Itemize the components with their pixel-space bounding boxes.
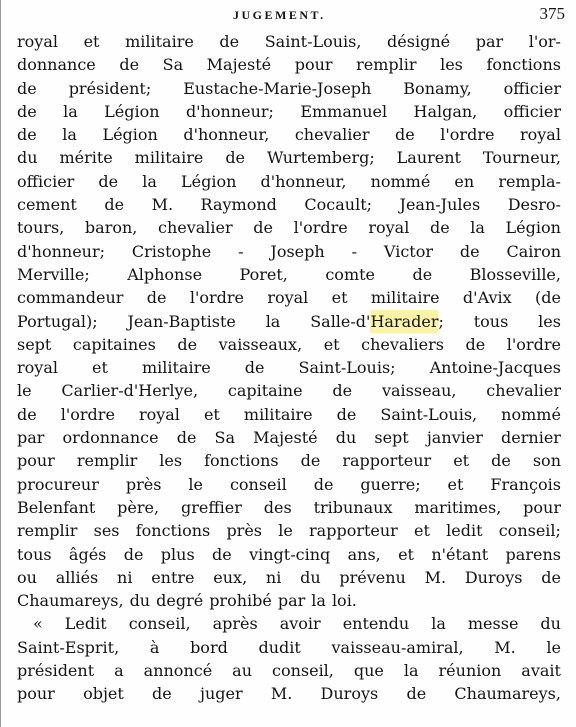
word: capitaines (72, 334, 156, 354)
word: (de (534, 288, 561, 308)
word: de (406, 684, 427, 704)
word: Carlier-d'Herlye, (61, 381, 199, 401)
word: Chaumareys, (454, 684, 561, 704)
word: Saint-Louis, (380, 404, 478, 424)
text-line (17, 77, 561, 100)
word: royal (267, 288, 309, 308)
word: et (92, 358, 108, 378)
text-line (17, 170, 561, 193)
word: commandeur (17, 288, 124, 308)
word: militaire (134, 148, 204, 168)
word: degré (156, 591, 204, 611)
highlighted-word: Harader (370, 310, 438, 333)
word: la (403, 661, 419, 681)
word: et (447, 474, 464, 494)
text-line (17, 30, 561, 53)
word: Desro- (507, 195, 561, 215)
word: président; (68, 78, 152, 98)
word: l'ordre (60, 404, 115, 424)
word: de (104, 195, 125, 215)
word: de (465, 334, 486, 354)
word: de (225, 148, 246, 168)
word: du (129, 591, 151, 611)
word: Légion (505, 218, 561, 238)
word: janvier (426, 428, 483, 448)
word: remplir (17, 521, 78, 541)
word: annoncé (143, 661, 213, 681)
word: et (398, 544, 414, 564)
word: de (17, 78, 37, 98)
text-line (17, 379, 561, 402)
word: le (278, 521, 293, 541)
word: Duroys (464, 567, 523, 587)
word: le (17, 381, 32, 401)
text-line (17, 310, 561, 333)
word: ni (265, 567, 282, 587)
word: d'honneur, (260, 171, 347, 191)
word: de (146, 288, 167, 308)
word: « (33, 614, 43, 634)
word: au (232, 661, 252, 681)
text-line (17, 53, 561, 76)
word: Antoine-Jacques (429, 358, 561, 378)
word: Saint-Louis, (264, 32, 362, 51)
word: fonctions (204, 451, 279, 471)
word: M. (494, 637, 516, 657)
word: l'ordre (293, 218, 348, 238)
word: eux, (213, 567, 248, 587)
word: Bonamy, (403, 78, 472, 98)
word: M. (151, 195, 174, 215)
word: Jean-Jules (399, 195, 481, 215)
word: vaisseau-amiral, (331, 637, 464, 657)
word: la (431, 614, 446, 634)
word: sept (374, 428, 409, 448)
word: Raymond (200, 195, 277, 215)
word: dudit (258, 637, 301, 657)
word: Merville; (17, 264, 90, 284)
word: du (300, 567, 321, 587)
word: maritimes, (414, 497, 502, 517)
word: le (546, 637, 561, 657)
word: Cristophe (131, 241, 212, 261)
word: fonctions (486, 55, 561, 75)
word: et (323, 334, 340, 354)
word: baron, (84, 218, 138, 238)
word: de (98, 171, 119, 191)
word: d'honneur; (185, 101, 274, 121)
text-line (17, 263, 561, 286)
word: parens (505, 544, 561, 564)
word: près (226, 521, 263, 541)
word: M. (424, 567, 447, 587)
word: Laurent (396, 148, 461, 168)
word: âgés (68, 544, 107, 564)
word: ledit (446, 521, 483, 541)
text-line (17, 356, 561, 379)
word: Wurtemberg; (266, 148, 375, 168)
word: greffier (180, 497, 242, 517)
word: Tourneur, (482, 148, 561, 168)
word: capitaine (227, 381, 303, 401)
text-line (17, 216, 561, 239)
word: vingt-cinq (249, 544, 331, 564)
word: les (538, 311, 561, 331)
word: - (351, 241, 358, 261)
word: chevaliers (361, 334, 444, 354)
word: officier (17, 171, 75, 191)
word: fonctions (135, 521, 211, 541)
word: chevalier (486, 381, 561, 401)
word: Ledit (64, 614, 107, 634)
word: Belenfant (17, 497, 96, 517)
word: la (265, 311, 281, 331)
word: de (412, 264, 433, 284)
word: de (459, 241, 480, 261)
word: de (429, 218, 450, 238)
word: n'étant (431, 544, 489, 564)
text-line (17, 240, 561, 263)
word: ou (17, 567, 37, 587)
word: de (119, 55, 140, 75)
text-line (17, 519, 561, 542)
word: du (540, 614, 561, 634)
word: royal (17, 32, 58, 51)
word: de (491, 451, 511, 471)
word: pour (523, 497, 561, 517)
word: d'honneur; (17, 241, 105, 261)
word: officier (503, 101, 561, 121)
word: rapporteur (309, 521, 398, 541)
text-line (17, 566, 561, 589)
text-line (17, 496, 561, 519)
word: son (532, 451, 561, 471)
word: et (203, 404, 220, 424)
word: désigné (387, 32, 451, 51)
page-header (1, 2, 576, 32)
word: officier (503, 78, 561, 98)
word: conseil; (498, 521, 561, 541)
word: de (17, 125, 37, 145)
word: Saint-Esprit, (17, 637, 120, 657)
text-line (17, 612, 561, 635)
word: tous (473, 311, 509, 331)
word: président (17, 661, 95, 681)
word: à (149, 637, 160, 657)
word: Duroys (320, 684, 379, 704)
word: de (395, 125, 415, 145)
word: François (490, 474, 561, 494)
word: procureur (17, 474, 99, 494)
word: prohibé (209, 591, 272, 611)
word: conseil, (271, 661, 334, 681)
word: Eustache-Marie-Joseph (183, 78, 372, 98)
word: et (83, 32, 100, 51)
word: Blosseville, (469, 264, 561, 284)
word: avoir (279, 614, 321, 634)
word: de (17, 101, 37, 121)
word: loi. (331, 591, 357, 611)
word: juger (199, 684, 243, 704)
word: par (17, 428, 45, 448)
word: Majesté (206, 55, 272, 75)
text-line (17, 146, 561, 169)
word: prévenu (339, 567, 406, 587)
word: par (475, 32, 504, 51)
word: Sa (214, 428, 236, 448)
word: vaisseau, (381, 381, 457, 401)
word: pour (294, 55, 333, 75)
word: royal (519, 125, 561, 145)
word: comte (325, 264, 376, 284)
word: près (125, 474, 162, 494)
word: Portugal); (17, 311, 98, 331)
word: le (188, 474, 203, 494)
word: ordonnance (62, 428, 159, 448)
word: Chaumareys, (17, 591, 124, 611)
text-line (17, 543, 561, 566)
word: par (277, 591, 306, 611)
text-line (17, 682, 561, 705)
word: de (219, 32, 240, 51)
word: militaire (370, 288, 440, 308)
word: de (313, 474, 334, 494)
word: de (336, 404, 357, 424)
text-line (17, 636, 561, 659)
word: militaire (141, 358, 211, 378)
word: en (454, 171, 475, 191)
word: remplir (356, 55, 417, 75)
word: du (17, 148, 38, 168)
word: de (541, 567, 561, 587)
word: l'ordre (189, 288, 244, 308)
text-line (17, 193, 561, 216)
word: la (62, 125, 77, 145)
word: la (470, 218, 485, 238)
word: M. (270, 684, 293, 704)
word: tous (17, 544, 52, 564)
word: de (176, 428, 197, 448)
word: Jean-Baptiste (127, 311, 236, 331)
word: dernier (501, 428, 561, 448)
word: Joseph (270, 241, 325, 261)
word: l'ordre (506, 334, 561, 354)
word: les (159, 451, 183, 471)
word: cement (17, 195, 77, 215)
word: de (212, 544, 232, 564)
text-line (17, 123, 561, 146)
word: alliés (55, 567, 99, 587)
text-line (17, 286, 561, 309)
word: militaire (243, 404, 313, 424)
word: avait (521, 661, 561, 681)
word: du (335, 428, 357, 448)
word: ses (93, 521, 120, 541)
word: donnance (17, 55, 96, 75)
word: après (212, 614, 258, 634)
word: Majesté (253, 428, 318, 448)
word: la (311, 591, 326, 611)
word: de (332, 381, 353, 401)
word: entre (151, 567, 195, 587)
word: Légion (181, 171, 237, 191)
word: l'or- (528, 32, 561, 51)
word: militaire (125, 32, 194, 51)
word: sept (17, 334, 52, 354)
text-line (17, 333, 561, 356)
word: entendu (342, 614, 410, 634)
word: pour (17, 451, 55, 471)
word: Saint-Louis; (298, 358, 396, 378)
text-line (17, 473, 561, 496)
word: chevalier (157, 218, 233, 238)
word: royal (17, 358, 58, 378)
word: les (440, 55, 463, 75)
word: de (253, 218, 273, 238)
word: Sa (162, 55, 184, 75)
word: de (177, 334, 198, 354)
word: Emmanuel (300, 101, 388, 121)
word: Alphonse (127, 264, 203, 284)
word: que (353, 661, 384, 681)
word: conseil, (128, 614, 191, 634)
word: Légion (102, 125, 158, 145)
word: chevalier (294, 125, 370, 145)
word: rapporteur (342, 451, 432, 471)
word: père, (117, 497, 160, 517)
word: - (238, 241, 244, 261)
word: Salle-d'Harader; (310, 310, 444, 333)
word: royal (138, 404, 180, 424)
word: de (300, 451, 321, 471)
word: guerre; (360, 474, 421, 494)
word: remplir (76, 451, 138, 471)
word: Cairon (506, 241, 561, 261)
word: l'ordre (440, 125, 495, 145)
page-number: 375 (539, 4, 565, 23)
word: tours, (17, 218, 65, 238)
word: vaisseaux, (218, 334, 303, 354)
word: la (63, 101, 78, 121)
text-line (17, 589, 561, 612)
word: ni (117, 567, 133, 587)
word: et (453, 451, 470, 471)
word: et (414, 521, 430, 541)
word: de (17, 404, 37, 424)
word: ans, (347, 544, 381, 564)
running-head: JUGEMENT. (233, 8, 326, 22)
word: réunion (438, 661, 502, 681)
text-line (17, 100, 561, 123)
word: de (152, 684, 172, 704)
word: nommé (501, 404, 561, 424)
word: Cocault; (304, 195, 373, 215)
word: Légion (104, 101, 160, 121)
word: d'honneur, (183, 125, 270, 145)
word: d'Avix (462, 288, 512, 308)
word: royal (368, 218, 410, 238)
word: plus (160, 544, 195, 564)
word: de (123, 544, 144, 564)
text-line (17, 403, 561, 426)
word: messe (467, 614, 519, 634)
word: Poret, (239, 264, 288, 284)
word: des (263, 497, 292, 517)
word: Halgan, (413, 101, 478, 121)
word: rempla- (498, 171, 561, 191)
word: a (114, 661, 124, 681)
word: tribunaux (313, 497, 393, 517)
text-line (17, 426, 561, 449)
word: de (244, 358, 265, 378)
word: objet (83, 684, 124, 704)
word: mérite (59, 148, 113, 168)
word: et (331, 288, 348, 308)
word: bord (190, 637, 228, 657)
body-text (17, 30, 561, 706)
word: Victor (383, 241, 433, 261)
text-line (17, 659, 561, 682)
text-line (17, 449, 561, 472)
word: conseil (229, 474, 287, 494)
word: nommé (370, 171, 431, 191)
word: pour (17, 684, 55, 704)
word: la (142, 171, 157, 191)
